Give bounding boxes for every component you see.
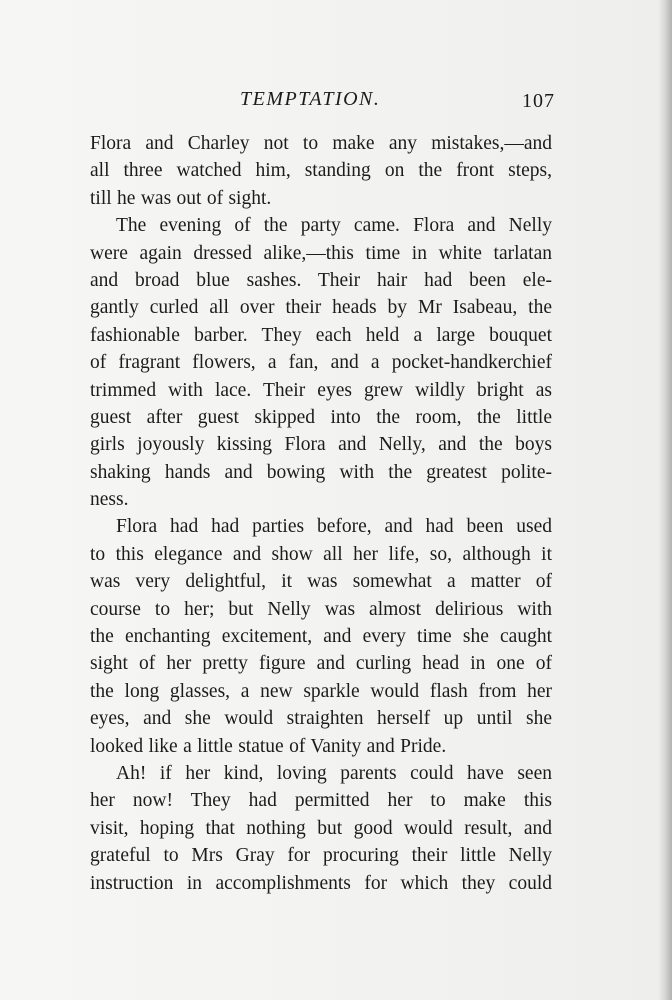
- text-line: of fragrant flowers, a fan, and a pocket-handkerchief: [90, 352, 552, 374]
- text-line: visit, hoping that nothing but good would result, and: [90, 817, 552, 839]
- text-line: fashionable barber. They each held a large bouquet: [90, 324, 552, 346]
- page-number: 107: [522, 90, 555, 112]
- text-line: to this elegance and show all her life, so, although it: [90, 543, 552, 565]
- text-line: looked like a little statue of Vanity and Pride.: [90, 735, 447, 757]
- text-line: the enchanting excitement, and every time she caught: [90, 626, 552, 648]
- text-line: gantly curled all over their heads by Mr Isabeau, the: [90, 297, 552, 319]
- text-line: till he was out of sight.: [90, 187, 272, 209]
- text-line: instruction in accomplishments for which they could: [90, 872, 552, 894]
- text-line: Ah! if her kind, loving parents could have seen: [116, 762, 552, 784]
- text-line: guest after guest skipped into the room, the little: [90, 406, 552, 428]
- running-head: [90, 88, 555, 116]
- text-line: girls joyously kissing Flora and Nelly, and the boys: [90, 434, 552, 456]
- page-edge-shadow: [658, 0, 672, 1000]
- text-line: course to her; but Nelly was almost delirious with: [90, 598, 552, 620]
- text-line: ness.: [90, 489, 129, 511]
- text-line: shaking hands and bowing with the greatest polite-: [90, 461, 552, 483]
- text-line: the long glasses, a new sparkle would flash from her: [90, 680, 552, 702]
- running-title: TEMPTATION.: [240, 88, 381, 110]
- text-line: trimmed with lace. Their eyes grew wildly bright as: [90, 379, 552, 401]
- text-line: was very delightful, it was somewhat a matter of: [90, 571, 552, 593]
- text-line: Flora and Charley not to make any mistakes,—and: [90, 133, 552, 154]
- text-line: sight of her pretty figure and curling head in one of: [90, 653, 552, 675]
- text-line: eyes, and she would straighten herself up until she: [90, 708, 552, 730]
- text-line: grateful to Mrs Gray for procuring their little Nelly: [90, 845, 552, 867]
- text-line: all three watched him, standing on the front steps,: [90, 160, 552, 182]
- text-line: Flora had had parties before, and had been used: [116, 516, 552, 538]
- text-line: her now! They had permitted her to make this: [90, 790, 552, 812]
- text-line: The evening of the party came. Flora and Nelly: [116, 215, 552, 237]
- text-line: and broad blue sashes. Their hair had been ele-: [90, 269, 552, 291]
- text-line: were again dressed alike,—this time in white tarlatan: [90, 242, 552, 264]
- body-text: [90, 130, 552, 897]
